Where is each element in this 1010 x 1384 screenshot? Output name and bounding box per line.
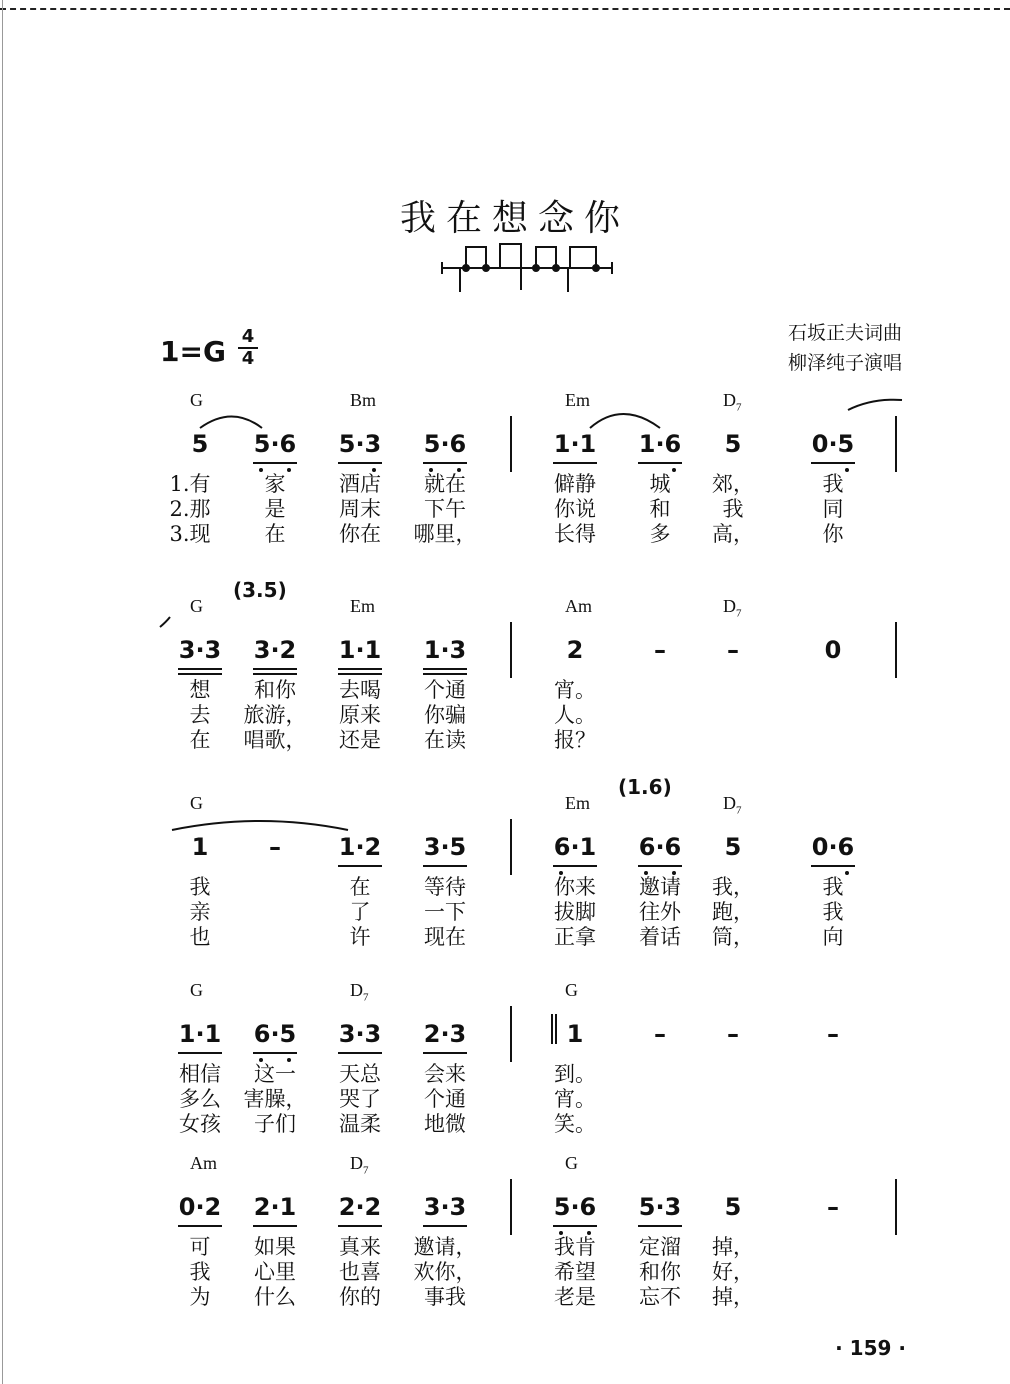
lyric-syllable: 宵。: [554, 1087, 596, 1111]
note: –: [727, 1020, 739, 1048]
lyric-syllable: 你说: [554, 497, 596, 521]
beam: [178, 1225, 222, 1227]
note: 5: [724, 430, 742, 458]
lyric-syllable: 在: [189, 728, 211, 752]
beam: [423, 1225, 467, 1227]
lyric-syllable: 僻静: [554, 472, 596, 496]
lyric-syllable: 哪里，: [413, 522, 477, 546]
beam: [423, 1052, 467, 1054]
bar-line: [510, 416, 512, 472]
lyric-syllable: 现在: [424, 925, 466, 949]
lyric-syllable: 同: [822, 497, 844, 521]
note: 5: [191, 430, 209, 458]
octave-dot: [259, 468, 263, 472]
chord-extension: 7: [363, 991, 369, 1004]
chord-symbol: [350, 390, 376, 411]
lyric-syllable: 我: [822, 900, 844, 924]
lyric-syllable: 和你: [254, 678, 296, 702]
lyric-syllable: 害臊，: [243, 1087, 307, 1111]
alternate-note: (3.5): [233, 578, 287, 602]
lyric-syllable: 你在: [339, 522, 381, 546]
chord-symbol: [565, 1153, 578, 1174]
page-number: · 159 ·: [835, 1336, 906, 1360]
chord-symbol: [565, 980, 578, 1001]
beam: [253, 1225, 297, 1227]
octave-dot: [845, 871, 849, 875]
lyric-syllable: 你: [822, 522, 844, 546]
note: 2·1: [253, 1193, 297, 1221]
chord-extension: 7: [736, 401, 742, 414]
lyric-syllable: 为: [189, 1285, 211, 1309]
lyric-syllable: 地微: [424, 1112, 466, 1136]
key-signature: [160, 326, 255, 369]
bar-line: [510, 819, 512, 875]
lyric-syllable: 了: [349, 900, 371, 924]
lyric-syllable: 周末: [339, 497, 381, 521]
note: 5: [724, 1193, 742, 1221]
note: –: [827, 1193, 839, 1221]
chord-extension: 7: [736, 607, 742, 620]
lyric-syllable: 想: [189, 678, 211, 702]
chord-root: D: [723, 793, 736, 813]
lyric-syllable: 就在: [424, 472, 466, 496]
chord-root: G: [565, 1153, 578, 1173]
lyric-syllable: 郊，: [712, 472, 754, 496]
lyric-syllable: 个通: [424, 1087, 466, 1111]
lyric-syllable: 我: [189, 875, 211, 899]
beam: [553, 462, 597, 464]
lyric-syllable: 定溜: [639, 1235, 681, 1259]
lyric-syllable: 邀请，: [413, 1235, 477, 1259]
song-title: 我在想念你: [400, 198, 631, 239]
bar-line: [895, 1179, 897, 1235]
note: 3·5: [423, 833, 467, 861]
chord-extension: 7: [736, 804, 742, 817]
lyric-syllable: 我: [822, 875, 844, 899]
repeat-sign: [552, 1014, 556, 1044]
lyric-syllable: 往外: [639, 900, 681, 924]
lyric-syllable: 跑，: [712, 900, 754, 924]
lyric-syllable: 我: [722, 497, 744, 521]
note: 1·1: [553, 430, 597, 458]
chord-root: Em: [350, 596, 375, 616]
note: 2·2: [338, 1193, 382, 1221]
time-signature-top: 4: [238, 327, 258, 349]
beam: [553, 1225, 597, 1227]
chord-root: D: [350, 1153, 363, 1173]
lyric-syllable: 宵。: [554, 678, 596, 702]
chord-symbol: [723, 596, 742, 620]
lyric-syllable: 邀请: [639, 875, 681, 899]
beam: [178, 1052, 222, 1054]
lyric-syllable: 下午: [424, 497, 466, 521]
note: 0: [824, 636, 842, 664]
note: 1: [566, 1020, 584, 1048]
lyric-syllable: 在读: [424, 728, 466, 752]
note: 1·6: [638, 430, 682, 458]
beam: [553, 865, 597, 867]
octave-dot: [287, 468, 291, 472]
lyric-syllable: 也: [189, 925, 211, 949]
beam: [253, 668, 297, 670]
beam: [338, 462, 382, 464]
lyric-syllable: 长得: [554, 522, 596, 546]
lyric-syllable: 个通: [424, 678, 466, 702]
lyric-syllable: 高，: [712, 522, 754, 546]
lyric-syllable: 你骗: [424, 703, 466, 727]
lyric-syllable: 欢你，: [413, 1260, 477, 1284]
lyric-syllable: 拔脚: [554, 900, 596, 924]
beam: [338, 668, 382, 670]
chord-symbol: [190, 390, 203, 411]
beam: [338, 1225, 382, 1227]
bar-line: [895, 416, 897, 472]
lyric-syllable: 事我: [424, 1285, 466, 1309]
lyric-syllable: 老是: [554, 1285, 596, 1309]
note: 5·6: [253, 430, 297, 458]
note: 3·3: [338, 1020, 382, 1048]
lyric-syllable: 正拿: [554, 925, 596, 949]
lyric-syllable: 到。: [554, 1062, 596, 1086]
note: –: [654, 636, 666, 664]
lyric-syllable: 天总: [339, 1062, 381, 1086]
note: 3·3: [178, 636, 222, 664]
note: 6·1: [553, 833, 597, 861]
lyric-syllable: 掉，: [712, 1285, 754, 1309]
lyric-syllable: 我: [189, 1260, 211, 1284]
note: 0·5: [811, 430, 855, 458]
chord-root: Bm: [350, 390, 377, 410]
chord-root: D: [723, 390, 736, 410]
lyric-syllable: 许: [349, 925, 371, 949]
slurs: [160, 400, 902, 830]
credit-singer: 柳泽纯子演唱: [787, 352, 902, 374]
chord-symbol: [350, 980, 369, 1004]
lyric-syllable: 人。: [554, 703, 596, 727]
beam: [423, 865, 467, 867]
title-decoration: [442, 244, 612, 292]
beam: [253, 1052, 297, 1054]
note: 1·2: [338, 833, 382, 861]
lyric-syllable: 女孩: [179, 1112, 221, 1136]
lyric-syllable: 什么: [254, 1285, 296, 1309]
lyric-syllable: 掉，: [712, 1235, 754, 1259]
lyric-syllable: 是: [264, 497, 286, 521]
note: 0·6: [811, 833, 855, 861]
chord-root: Am: [565, 596, 592, 616]
note: 5·3: [638, 1193, 682, 1221]
lyric-syllable: 着话: [639, 925, 681, 949]
note: 1·1: [338, 636, 382, 664]
lyric-syllable: 1.有: [169, 472, 211, 496]
lyric-syllable: 哭了: [339, 1087, 381, 1111]
chord-root: Em: [565, 390, 590, 410]
lyric-syllable: 和你: [639, 1260, 681, 1284]
chord-root: G: [190, 793, 203, 813]
chord-root: G: [190, 596, 203, 616]
lyric-syllable: 在: [264, 522, 286, 546]
note: 1·1: [178, 1020, 222, 1048]
chord-symbol: [565, 390, 590, 411]
chord-symbol: [723, 390, 742, 414]
lyric-syllable: 多: [649, 522, 671, 546]
lyric-syllable: 还是: [339, 728, 381, 752]
beam: [253, 462, 297, 464]
chord-symbol: [723, 793, 742, 817]
lyric-syllable: 可: [189, 1235, 211, 1259]
chord-symbol: [190, 793, 203, 814]
note: 5·6: [553, 1193, 597, 1221]
lyric-syllable: 去: [189, 703, 211, 727]
lyric-syllable: 和: [649, 497, 671, 521]
chord-root: G: [190, 390, 203, 410]
lyric-syllable: 好，: [712, 1260, 754, 1284]
lyric-syllable: 你的: [339, 1285, 381, 1309]
note: 5·6: [423, 430, 467, 458]
note: 5·3: [338, 430, 382, 458]
chord-root: G: [190, 980, 203, 1000]
chord-symbol: [350, 596, 375, 617]
lyric-syllable: 多么: [179, 1087, 221, 1111]
chord-symbol: [565, 596, 592, 617]
beam: [638, 865, 682, 867]
lyric-syllable: 这一: [254, 1062, 296, 1086]
bar-line: [510, 622, 512, 678]
lyric-syllable: 唱歌，: [243, 728, 307, 752]
beam: [423, 668, 467, 670]
lyric-syllable: 你来: [554, 875, 596, 899]
note: 1: [191, 833, 209, 861]
bar-line: [895, 622, 897, 678]
time-signature: [238, 327, 258, 369]
lyric-syllable: 忘不: [639, 1285, 681, 1309]
note: –: [827, 1020, 839, 1048]
note: 3·3: [423, 1193, 467, 1221]
beam: [811, 462, 855, 464]
lyric-syllable: 一下: [424, 900, 466, 924]
lyric-syllable: 旅游，: [243, 703, 307, 727]
note: 1·3: [423, 636, 467, 664]
beam: [638, 462, 682, 464]
beam: [338, 865, 382, 867]
lyric-syllable: 如果: [254, 1235, 296, 1259]
lyric-syllable: 我肯: [554, 1235, 596, 1259]
note: 2·3: [423, 1020, 467, 1048]
note: 0·2: [178, 1193, 222, 1221]
note: 6·5: [253, 1020, 297, 1048]
lyric-syllable: 子们: [254, 1112, 296, 1136]
key-label: 1=G: [160, 335, 226, 368]
beam: [338, 1052, 382, 1054]
lyric-syllable: 酒店: [339, 472, 381, 496]
chord-root: D: [350, 980, 363, 1000]
octave-dot: [672, 468, 676, 472]
lyric-syllable: 原来: [339, 703, 381, 727]
lyric-syllable: 亲: [189, 900, 211, 924]
note: –: [727, 636, 739, 664]
chord-symbol: [350, 1153, 369, 1177]
lyric-syllable: 家: [264, 472, 286, 496]
beam: [638, 1225, 682, 1227]
lyric-syllable: 去喝: [339, 678, 381, 702]
chord-extension: 7: [363, 1164, 369, 1177]
lyric-syllable: 筒，: [712, 925, 754, 949]
lyric-syllable: 向: [822, 925, 844, 949]
bar-line: [510, 1179, 512, 1235]
bar-line: [510, 1006, 512, 1062]
note: –: [654, 1020, 666, 1048]
lyric-syllable: 3.现: [169, 522, 211, 546]
chord-root: D: [723, 596, 736, 616]
chord-root: Em: [565, 793, 590, 813]
beam: [178, 668, 222, 670]
chord-symbol: [565, 793, 590, 814]
lyric-syllable: 心里: [254, 1260, 296, 1284]
time-signature-bottom: 4: [241, 348, 255, 369]
note: –: [269, 833, 281, 861]
lyric-syllable: 我: [822, 472, 844, 496]
chord-root: G: [565, 980, 578, 1000]
chord-symbol: [190, 1153, 217, 1174]
beam: [423, 462, 467, 464]
octave-dot: [845, 468, 849, 472]
note: 6·6: [638, 833, 682, 861]
chord-root: Am: [190, 1153, 217, 1173]
lyric-syllable: 温柔: [339, 1112, 381, 1136]
chord-symbol: [190, 596, 203, 617]
lyric-syllable: 等待: [424, 875, 466, 899]
chord-symbol: [190, 980, 203, 1001]
note: 2: [566, 636, 584, 664]
lyric-syllable: 我，: [712, 875, 754, 899]
lyric-syllable: 会来: [424, 1062, 466, 1086]
credit-composer: 石坂正夫词曲: [787, 322, 902, 344]
lyric-syllable: 城: [649, 472, 671, 496]
lyric-syllable: 2.那: [169, 497, 211, 521]
lyric-syllable: 也喜: [339, 1260, 381, 1284]
lyric-syllable: 真来: [339, 1235, 381, 1259]
note: 5: [724, 833, 742, 861]
beam: [811, 865, 855, 867]
lyric-syllable: 笑。: [554, 1112, 596, 1136]
lyric-syllable: 相信: [179, 1062, 221, 1086]
lyric-syllable: 报？: [554, 728, 596, 752]
note: 3·2: [253, 636, 297, 664]
lyric-syllable: 在: [349, 875, 371, 899]
lyric-syllable: 希望: [554, 1260, 596, 1284]
alternate-note: (1.6): [618, 775, 672, 799]
